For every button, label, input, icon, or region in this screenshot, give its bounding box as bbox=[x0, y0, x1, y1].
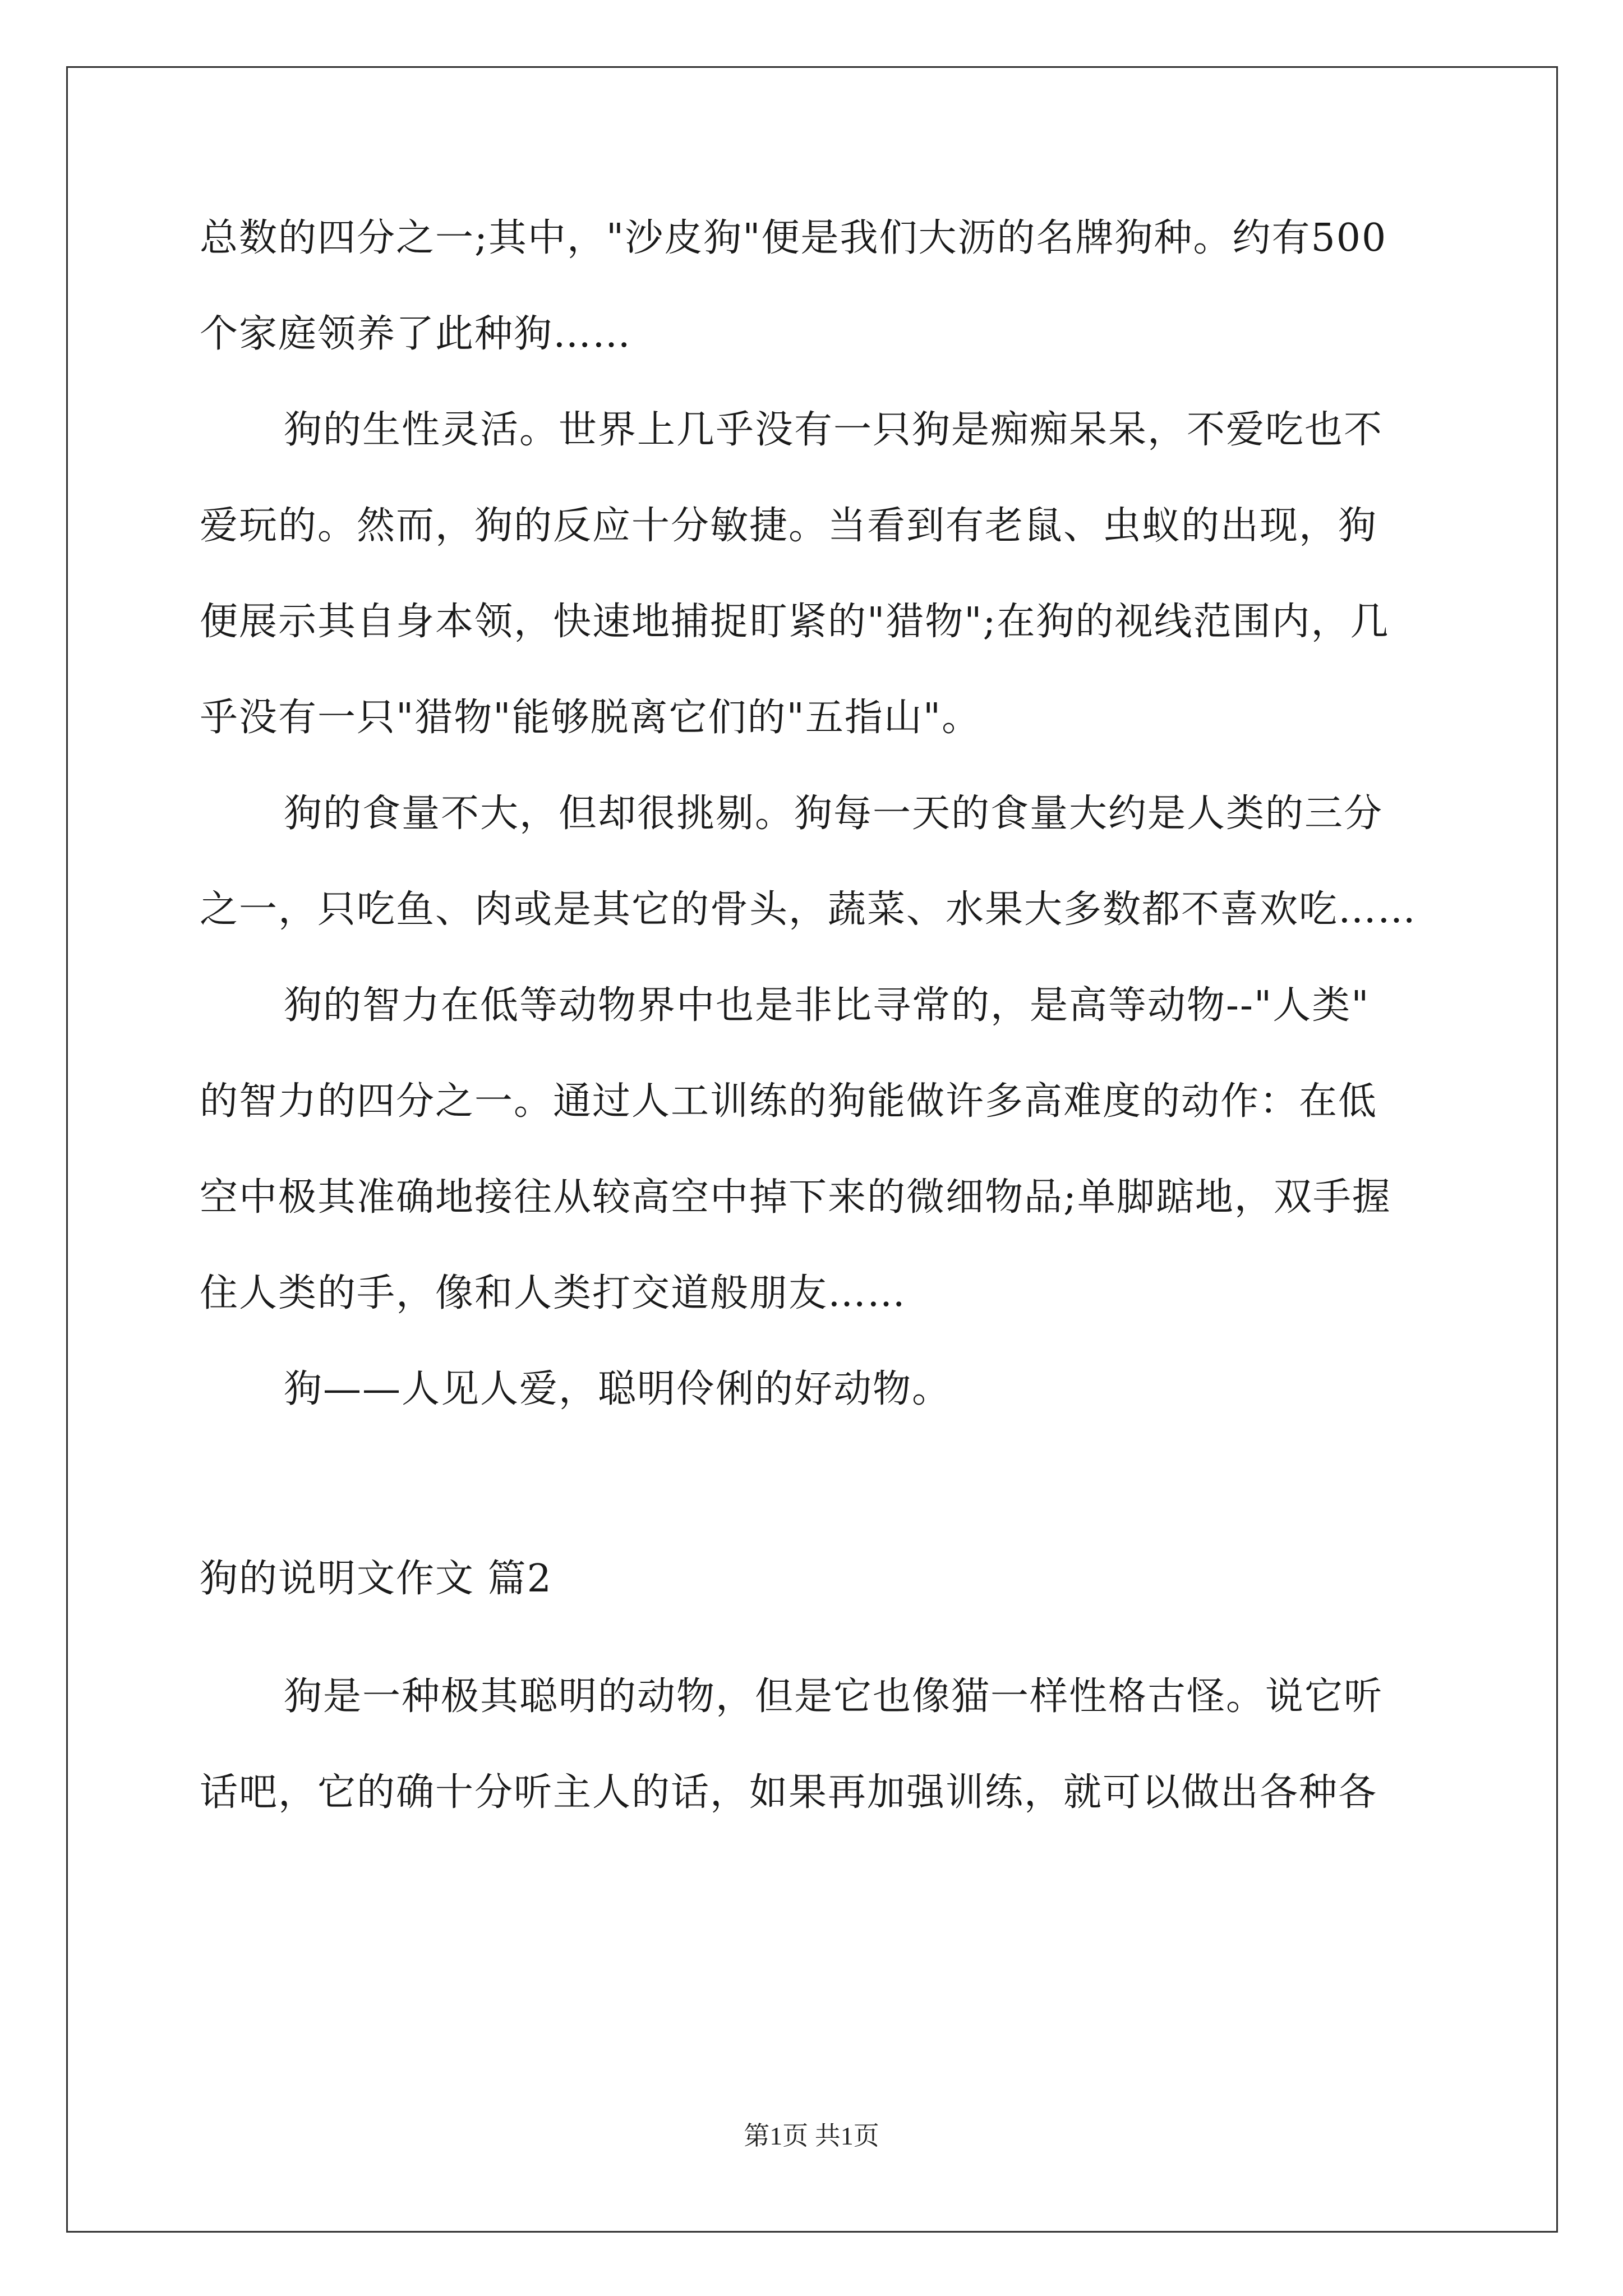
text-line: 个家庭领养了此种狗…… bbox=[200, 312, 632, 356]
text-line: 狗的生性灵活。世界上几乎没有一只狗是痴痴呆呆，不爱吃也不 bbox=[284, 408, 1384, 452]
section-heading: 狗的说明文作文 篇2 bbox=[200, 1557, 552, 1601]
paragraph bbox=[200, 1672, 1383, 1818]
text-line: 狗是一种极其聪明的动物，但是它也像猫一样性格古怪。说它听 bbox=[284, 1674, 1384, 1719]
paragraph bbox=[200, 213, 1387, 360]
text-line: 话吧，它的确十分听主人的话，如果再加强训练，就可以做出各种各 bbox=[200, 1770, 1378, 1815]
text-line: 狗——人见人爱，聪明伶俐的好动物。 bbox=[284, 1367, 952, 1411]
paragraph bbox=[200, 405, 1389, 743]
text-line: 便展示其自身本领，快速地捕捉盯紧的"猎物";在狗的视线范围内，几 bbox=[200, 600, 1390, 644]
text-line: 住人类的手，像和人类打交道般朋友…… bbox=[200, 1271, 907, 1315]
paragraph bbox=[200, 981, 1391, 1319]
text-line: 乎没有一只"猎物"能够脱离它们的"五指山"。 bbox=[200, 696, 981, 740]
paragraph bbox=[200, 789, 1417, 935]
text-line: 狗的食量不大，但却很挑剔。狗每一天的食量大约是人类的三分 bbox=[284, 792, 1384, 836]
text-line: 之一，只吃鱼、肉或是其它的骨头，蔬菜、水果大多数都不喜欢吃…… bbox=[200, 887, 1417, 932]
text-line: 总数的四分之一;其中，"沙皮狗"便是我们大沥的名牌狗种。约有500 bbox=[200, 216, 1387, 260]
text-line: 的智力的四分之一。通过人工训练的狗能做许多高难度的动作：在低 bbox=[200, 1079, 1378, 1124]
page-number-footer: 第1页 共1页 bbox=[744, 2122, 879, 2150]
text-line: 空中极其准确地接往从较高空中掉下来的微细物品;单脚踮地，双手握 bbox=[200, 1175, 1391, 1220]
text-line: 狗的智力在低等动物界中也是非比寻常的，是高等动物--"人类" bbox=[284, 983, 1370, 1028]
paragraph bbox=[200, 1364, 951, 1415]
text-line: 爱玩的。然而，狗的反应十分敏捷。当看到有老鼠、虫蚁的出现，狗 bbox=[200, 504, 1378, 548]
